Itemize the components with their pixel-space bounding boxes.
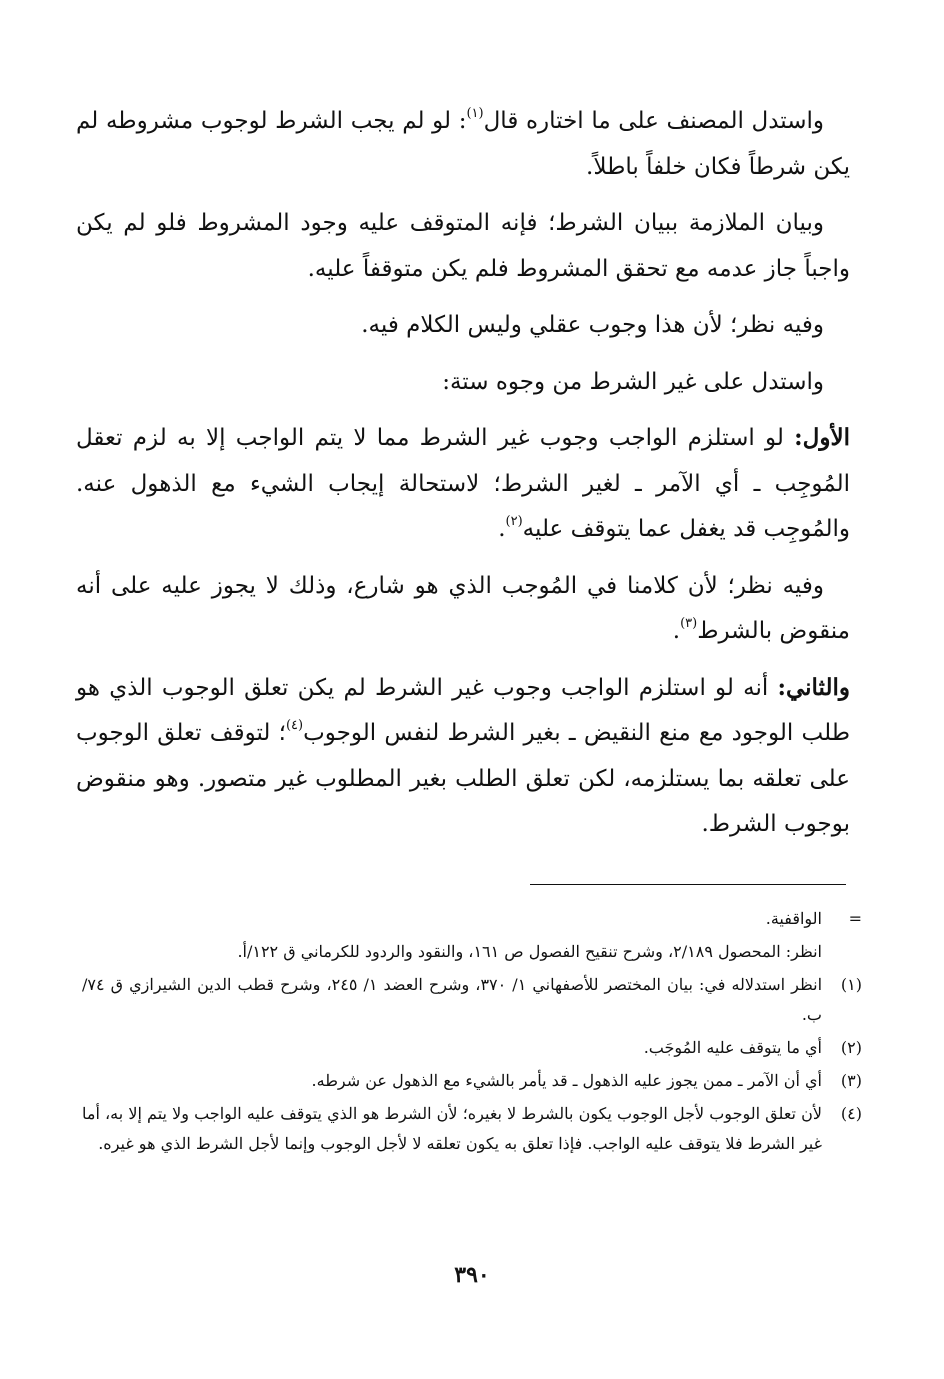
- paragraph-text: وفيه نظر؛ لأن كلامنا في المُوجب الذي هو شارع، وذلك لا يجوز عليه على أنه منقوض بالشرط: [76, 572, 850, 644]
- footnote-text: أي أن الآمر ـ ممن يجوز عليه الذهول ـ قد يأمر بالشيء مع الذهول عن شرطه.: [311, 1071, 822, 1090]
- footnote-number: (١): [840, 975, 862, 994]
- paragraph-text-tail: ؛ لتوقف تعلق الوجوب على تعلقه بما يستلزمه، لكن تعلق الطلب بغير المطلوب غير متصور. وهو منقوض بوجوب الشرط.: [76, 720, 850, 837]
- footnote-text: أي ما يتوقف عليه المُوجَب.: [643, 1038, 822, 1057]
- footnote-ref[interactable]: (٢): [505, 514, 523, 530]
- footnote-text: انظر: المحصول ٢/١٨٩، وشرح تنقيح الفصول ص ١٦١، والنقود والردود للكرماني ق ١٢٢/أ.: [237, 942, 822, 961]
- footnote: [82, 937, 862, 967]
- paragraph: [76, 302, 850, 349]
- paragraph-text: واستدل على غير الشرط من وجوه ستة:: [442, 368, 824, 395]
- footnote-text: الواقفية.: [765, 909, 822, 928]
- paragraph: [76, 415, 850, 553]
- footnotes: [82, 904, 862, 1162]
- paragraph-text: وبيان الملازمة ببيان الشرط؛ فإنه المتوقف عليه وجود المشروط فلو لم يكن واجباً جاز عدمه مع تحقق المشروط فلم يكن متوقفاً عليه.: [76, 210, 850, 282]
- paragraph: [76, 563, 850, 655]
- paragraph-text: أنه لو استلزم الواجب وجوب غير الشرط لم يكن تعلق الوجوب الذي هو طلب الوجود مع منع النقيض ـ بغير الشرط لنفس الوجوب: [76, 674, 851, 746]
- footnote: [82, 1033, 862, 1063]
- paragraph: [76, 665, 850, 848]
- footnote-text: انظر استدلاله في: بيان المختصر للأصفهاني ١/ ٣٧٠، وشرح العضد ١/ ٢٤٥، وشرح قطب الدين الشيرازي ق ٧٤/ب.: [82, 975, 823, 1024]
- footnote-number: =: [848, 909, 862, 928]
- footnote-ref[interactable]: (١): [466, 106, 484, 122]
- footnote-separator: [530, 884, 846, 885]
- paragraph-text: لو استلزم الواجب وجوب غير الشرط مما لا يتم الواجب إلا به لزم تعقل المُوجِب ـ أي الآمر ـ لغير الشرط؛ لاستحالة إيجاب الشيء مع الذهول عنه. والمُوجِب قد يغفل عما يتوقف عليه: [76, 425, 850, 542]
- footnote-number: (٢): [840, 1038, 862, 1057]
- footnote: [82, 904, 862, 934]
- paragraph-text: واستدل المصنف على ما اختاره قال: [483, 108, 824, 134]
- paragraph-text-tail: : لو لم يجب الشرط لوجوب مشروطه لم يكن شرطاً فكان خلفاً باطلاً.: [76, 108, 850, 180]
- footnote-number: (٤): [840, 1104, 862, 1123]
- footnote: [82, 1099, 862, 1159]
- footnote-number: (٣): [840, 1071, 862, 1090]
- footnote-ref[interactable]: (٣): [680, 616, 698, 632]
- paragraph: [76, 359, 850, 406]
- paragraph-text: وفيه نظر؛ لأن هذا وجوب عقلي وليس الكلام فيه.: [361, 312, 824, 338]
- footnote-text: لأن تعلق الوجوب لأجل الوجوب يكون بالشرط لا بغيره؛ لأن الشرط هو الذي يتوقف عليه الواجب ولا يتم إلا به، أما غير الشرط فلا يتوقف عليه الواجب. فإذا تعلق به يكون تعلقه لا لأجل الوجوب وإنما لأجل الشرط الذي هو غيره.: [82, 1104, 822, 1153]
- paragraph: [76, 200, 850, 292]
- footnote-ref[interactable]: (٤): [285, 718, 304, 734]
- footnote-number: [822, 937, 862, 967]
- footnote: [82, 970, 862, 1030]
- paragraph-lead: الأول:: [794, 424, 850, 451]
- paragraph-lead: والثاني:: [777, 673, 850, 701]
- paragraph: [76, 98, 850, 190]
- paragraph-text-tail: .: [498, 516, 506, 542]
- paragraph-text-tail: .: [672, 618, 681, 644]
- page-number: ٣٩٠: [454, 1262, 490, 1288]
- main-text: [76, 98, 850, 858]
- footnote: [82, 1066, 862, 1096]
